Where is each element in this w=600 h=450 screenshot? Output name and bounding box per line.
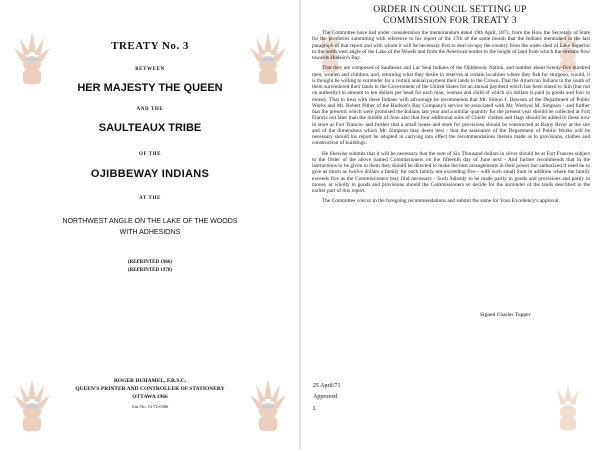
- party-queen: HER MAJESTY THE QUEEN: [77, 82, 223, 94]
- paragraph: He likewise submits that it will be necessary that the sum of Six Thousand dollars in silver should be at Fort Frances subject to the Order of the above named Commissioners on the fifteenth day of June next - And further recommends that in the instructions to be given to them they should be directed to make the best arrangements in their power but authorized if need be to give as much as twelve dollars a family for each family not exceeding five - with such small Sum in addition where the family exceeds five as the Commissioners may find necessary - Such Subsidy to be made partly in goods and provisions and partly in money or wholly in goods and provisions should the Commissioners so decide for the surrender of the lands described in the earlier part of this report.: [312, 150, 590, 194]
- place-line-2: WITH ADHESIONS: [119, 229, 181, 236]
- native-headdress-watermark-icon: [548, 380, 588, 434]
- place-line-1: NORTHWEST ANGLE ON THE LAKE OF THE WOODS: [62, 218, 238, 225]
- treaty-title: TREATY No. 3: [111, 40, 189, 52]
- paragraph: The Committee have had under consideration the memorandum dated 19th April, 1871, from the Hon. the Secretary of State for the provinces submitting with reference to his report of the 17th of the same month that the Indians mentioned in the last paragraph of that report and with whom it will be necessary first to deal occupy the country from the water shed of Lake Superior to the north west angle of the Lake of the Woods and from the American border to the height of land from which the streams flow towards Hudson's Bay.: [312, 30, 590, 61]
- publisher-title: QUEEN'S PRINTER AND CONTROLLER OF STATIONERY: [75, 386, 225, 392]
- publisher-city-year: OTTAWA 1966: [132, 394, 168, 400]
- paragraph: The Committee concur in the foregoing recommendations and submit the same for Your Excellency's approval.: [322, 198, 560, 205]
- signature-line: Signed Charles Tupper: [480, 312, 531, 318]
- native-headdress-watermark-icon: [246, 28, 290, 88]
- order-date: 25 April/71: [313, 383, 341, 389]
- between-label: BETWEEN: [135, 67, 165, 72]
- publisher-name: ROGER DUHAMEL, F.R.S.C.: [113, 378, 187, 384]
- paragraph: That they are composed of Saulteaux and Lac Seul Indians of the Ojibbeway Nation, and number about twenty-five hundred men, women and children, and, returning what they desire in reserves at certain localities where they fish for sturgeon, would, it is thought be willing to surrender for a certain annual payment their lands to the Crown. That the American Indians to the south of them surrendered their lands to the Government of the United States for an annual payment which has been stated to him (but not on authority) to amount to ten dollars per head for each man, woman and child of which six dollars is paid in goods and four in money. That to treat with these Indians with advantage he recommends that Mr. Simon J. Dawson of the Department of Public Works and Mr. Robert Pither of the Hudson's Bay Company's service be associated with Mr. Wemyss M. Simpson - and further that the presents which were promised the Indians last year and a similar quantity for the present year should be collected at Fort Francis not later than the middle of June also that four additional suits of Chiefs' clothes and flags should be added to those now in store at Fort Francis- and further that a small house and store for provisions should be constructed at Rainy River at the site and of the dimensions which Mr. Simpson may deem best - that the assistance of the Department of Public Works will be necessary should his report be adopted in carrying into effect the recommendations therein made as to provisions, clothes and construction of buildings.: [312, 65, 591, 147]
- order-title-line-1: ORDER IN COUNCIL SETTING UP: [373, 5, 527, 15]
- reprint-1978: (REPRINTED 1978): [127, 268, 173, 273]
- catalogue-number: Cat. No. Ci 72-0366: [131, 404, 169, 409]
- party-ojibbeway: OJIBBEWAY INDIANS: [90, 168, 210, 180]
- page-gutter: [299, 0, 301, 450]
- order-title-line-2: COMMISSION FOR TREATY 3: [383, 16, 517, 26]
- approval-initial: L: [313, 406, 317, 412]
- reprint-1966: (REPRINTED 1966): [127, 260, 173, 265]
- and-the-label: AND THE: [136, 107, 164, 112]
- at-the-label: AT THE: [139, 196, 161, 201]
- approved-label: Approved: [313, 394, 337, 400]
- of-the-label: OF THE: [138, 152, 162, 157]
- native-headdress-watermark-icon: [10, 28, 54, 88]
- party-saulteaux: SAULTEAUX TRIBE: [98, 122, 202, 134]
- order-body: [312, 30, 590, 209]
